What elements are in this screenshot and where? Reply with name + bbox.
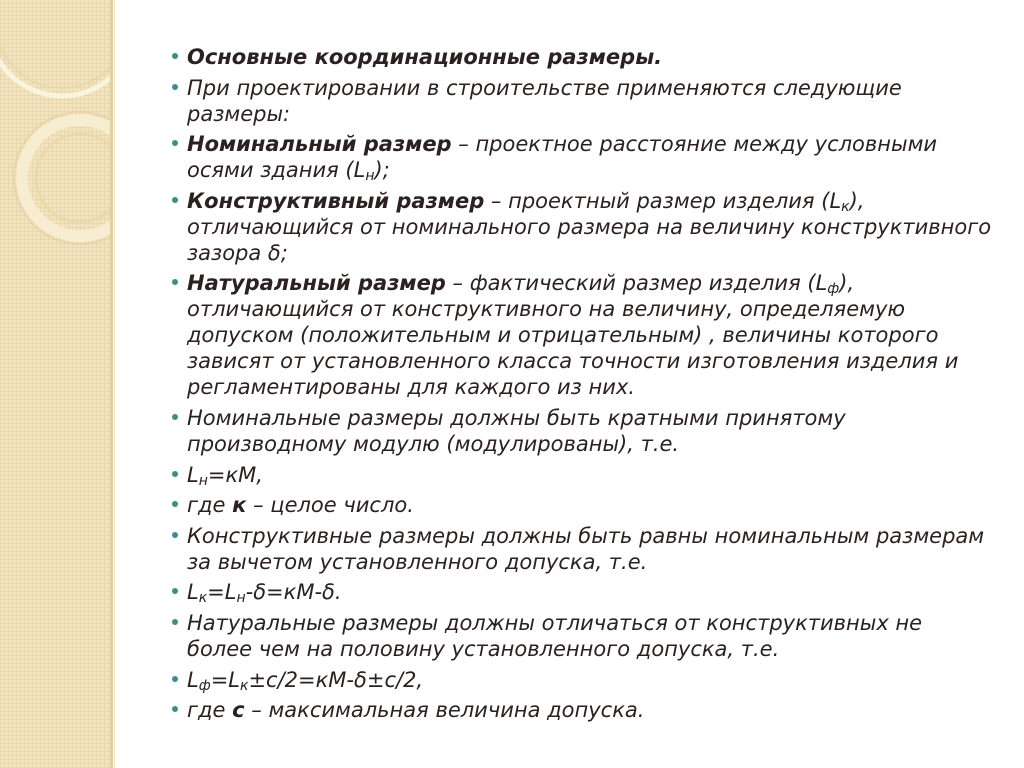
item-text: – проектное расстояние между условными осями здания (L xyxy=(187,132,938,183)
bullet-icon xyxy=(172,53,178,59)
bullet-icon xyxy=(172,84,178,90)
item-text: Натуральные размеры должны отличаться от конструктивных не более чем на половину установленного допуска, т.е. xyxy=(187,610,923,661)
item-text: ), отличающийся от номинального размера на величину конструктивного зазора δ; xyxy=(187,188,992,265)
decorative-side-strip xyxy=(0,0,112,768)
item-text: где xyxy=(187,493,233,518)
item-text: где xyxy=(187,698,233,723)
formula-text: ±с/2=кМ-δ±с/2, xyxy=(248,667,424,692)
item-term: с xyxy=(232,698,245,723)
subscript: н xyxy=(198,472,208,489)
list-item xyxy=(172,270,992,400)
bullet-icon xyxy=(172,532,178,538)
bullet-icon xyxy=(172,588,178,594)
bullet-list xyxy=(172,44,992,723)
bullet-icon xyxy=(172,279,178,285)
item-text: При проектировании в строительстве применяются следующие размеры: xyxy=(187,75,902,126)
item-text: – фактический размер изделия (L xyxy=(445,271,828,296)
list-item xyxy=(172,492,992,518)
formula-text: L xyxy=(187,667,199,692)
subscript: к xyxy=(841,198,850,215)
subscript: к xyxy=(198,590,208,607)
slide-content xyxy=(172,44,992,728)
item-text: – максимальная величина допуска. xyxy=(244,698,645,723)
formula-text: L xyxy=(187,580,199,605)
bullet-icon xyxy=(172,197,178,203)
bullet-icon xyxy=(172,501,178,507)
bullet-icon xyxy=(172,676,178,682)
item-text: – целое число. xyxy=(246,493,414,518)
formula-text: =L xyxy=(210,667,240,692)
bullet-icon xyxy=(172,619,178,625)
formula-text: -δ=кМ-δ. xyxy=(245,580,342,605)
list-item xyxy=(172,667,992,693)
list-item xyxy=(172,75,992,127)
item-text: – проектный размер изделия (L xyxy=(484,188,842,213)
decorative-rings xyxy=(0,0,112,300)
formula-text: =кМ, xyxy=(207,462,263,487)
item-text: Конструктивные размеры должны быть равны номинальным размерам за вычетом установленного допуска, т.е. xyxy=(187,523,985,574)
subscript: ф xyxy=(198,677,211,694)
list-item xyxy=(172,462,992,488)
item-term: к xyxy=(232,493,247,518)
bullet-icon xyxy=(172,140,178,146)
list-item xyxy=(172,188,992,266)
item-term: Конструктивный размер xyxy=(187,188,485,213)
list-item xyxy=(172,131,992,183)
strip-edge-line xyxy=(114,0,115,768)
item-term: Натуральный размер xyxy=(187,271,446,296)
strip-edge xyxy=(110,0,113,768)
subscript: н xyxy=(365,168,375,185)
subscript: к xyxy=(239,677,249,694)
formula-text: L xyxy=(187,462,199,487)
list-item xyxy=(172,44,992,70)
item-heading: Основные координационные размеры. xyxy=(187,45,663,69)
item-text: ); xyxy=(374,158,390,183)
item-term: Номинальный размер xyxy=(187,132,452,157)
item-text: Номинальные размеры должны быть кратными принятому производному модулю (модулированы), т.е. xyxy=(187,405,846,456)
list-item xyxy=(172,579,992,605)
bullet-icon xyxy=(172,706,178,712)
item-text: ), отличающийся от конструктивного на величину, определяемую допуском (положительным и отрицательным) , величины которого зависят от установленного класса точности изготовления изделия и регламентированы для каждого из них. xyxy=(187,271,959,400)
list-item xyxy=(172,523,992,575)
bullet-icon xyxy=(172,471,178,477)
subscript: н xyxy=(236,590,246,607)
subscript: ф xyxy=(827,281,840,298)
list-item xyxy=(172,697,992,723)
bullet-icon xyxy=(172,414,178,420)
list-item xyxy=(172,610,992,662)
formula-text: =L xyxy=(207,580,237,605)
list-item xyxy=(172,405,992,457)
